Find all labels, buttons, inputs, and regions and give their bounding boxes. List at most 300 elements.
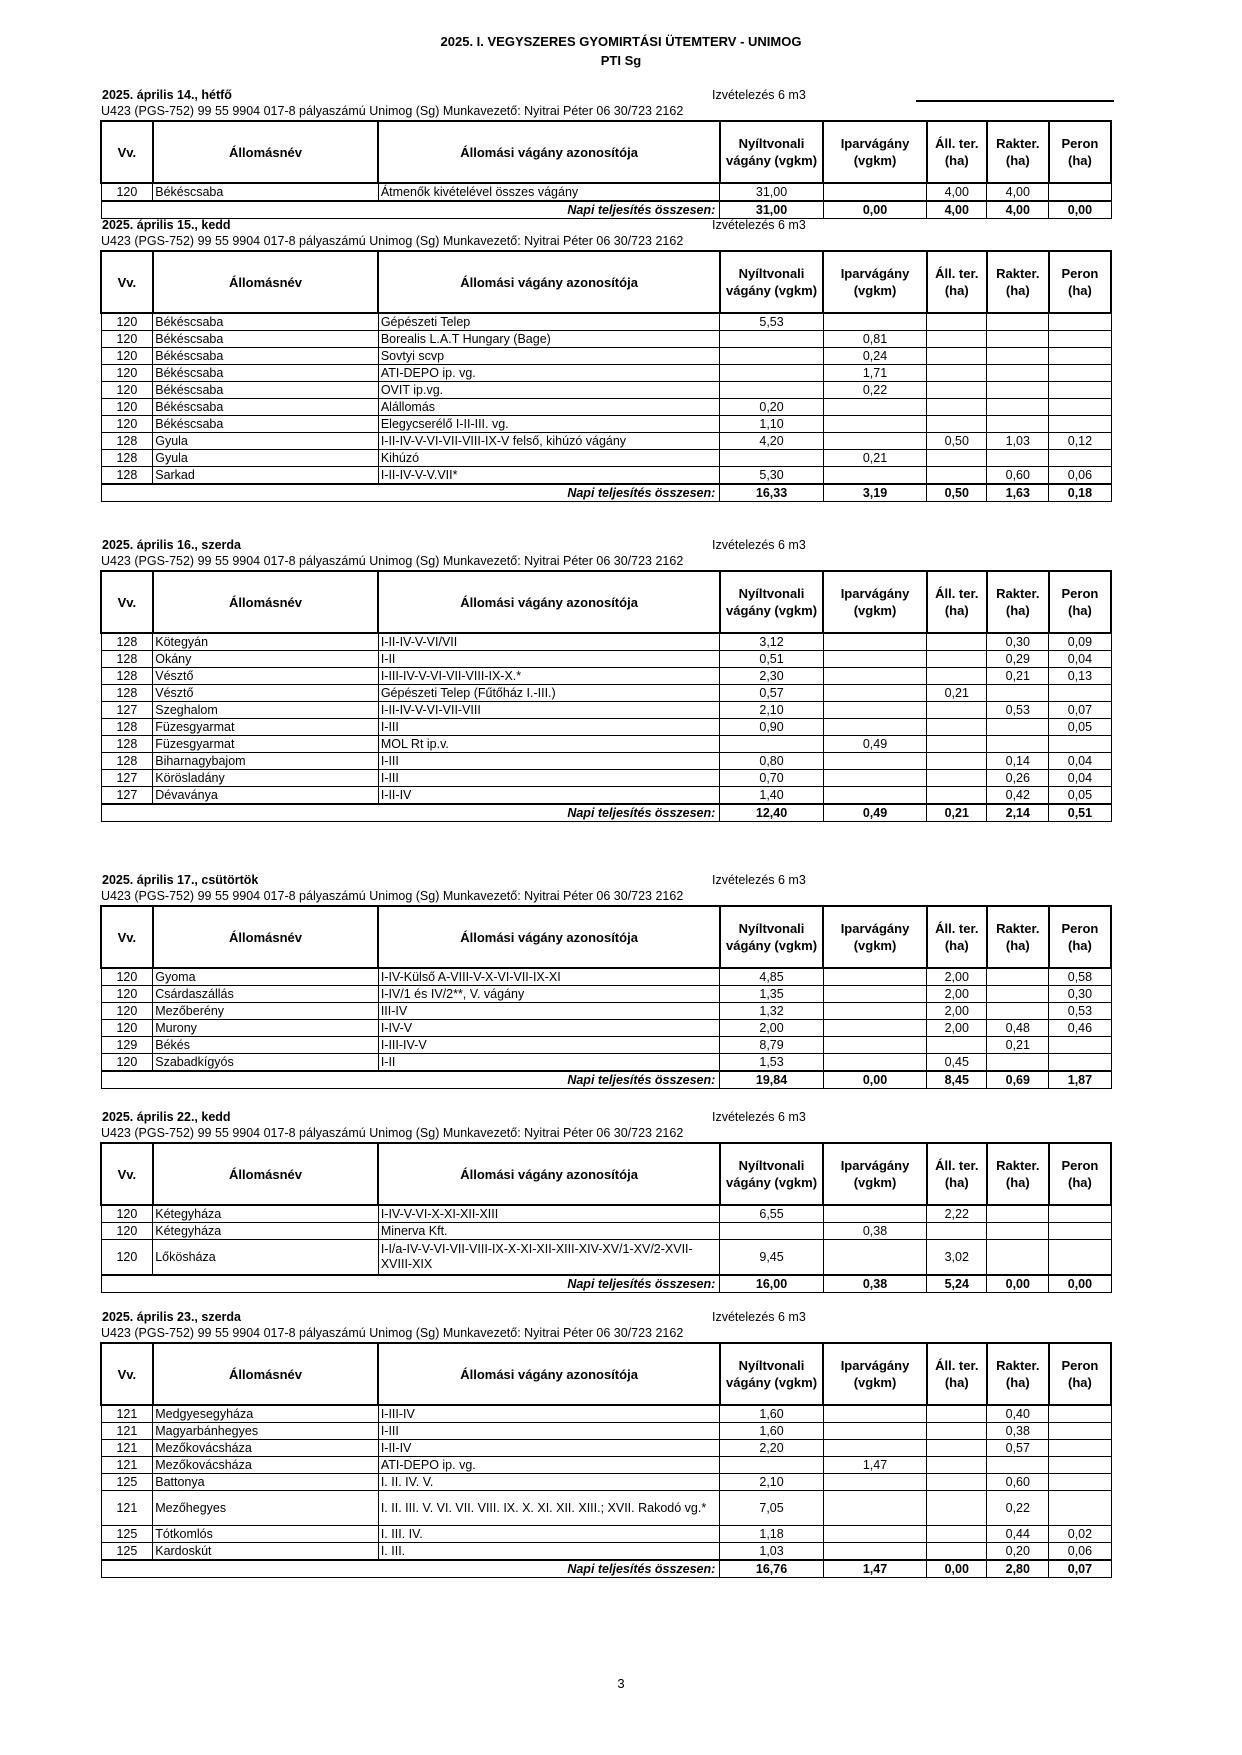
column-header: Nyíltvonali vágány (vgkm) — [720, 1343, 823, 1405]
cell-station-area — [927, 1037, 987, 1054]
cell-station: Békéscsaba — [153, 365, 379, 382]
cell-storage — [987, 968, 1049, 986]
schedule-table — [100, 570, 1112, 822]
document-subtitle: PTI Sg — [600, 53, 642, 68]
cell-storage — [987, 365, 1049, 382]
column-header: Áll. ter. (ha) — [927, 121, 987, 183]
column-header: Állomási vágány azonosítója — [378, 121, 719, 183]
column-header: Nyíltvonali vágány (vgkm) — [720, 906, 823, 968]
total-platform: 1,87 — [1049, 1071, 1111, 1089]
cell-vv: 120 — [101, 1003, 153, 1020]
column-header: Iparvágány (vgkm) — [823, 1343, 926, 1405]
cell-mainline: 31,00 — [720, 183, 823, 201]
cell-station-area — [927, 1423, 987, 1440]
cell-station-area: 2,00 — [927, 1020, 987, 1037]
day-date: 2025. április 17., csütörtök — [102, 873, 259, 887]
cell-station-area — [927, 1526, 987, 1543]
cell-mainline: 2,00 — [720, 1020, 823, 1037]
total-industrial: 0,38 — [823, 1275, 926, 1293]
total-mainline: 19,84 — [720, 1071, 823, 1089]
cell-platform: 0,09 — [1049, 633, 1111, 651]
cell-mainline: 1,40 — [720, 787, 823, 805]
day-header — [100, 1110, 1112, 1126]
cell-industrial — [823, 668, 926, 685]
cell-industrial — [823, 1543, 926, 1561]
cell-platform: 0,30 — [1049, 986, 1111, 1003]
cell-station-area — [927, 313, 987, 331]
cell-industrial — [823, 787, 926, 805]
cell-track: I. II. IV. V. — [378, 1474, 719, 1491]
cell-mainline — [720, 348, 823, 365]
cell-track: I-III — [378, 719, 719, 736]
cell-storage — [987, 348, 1049, 365]
cell-vv: 120 — [101, 1205, 153, 1223]
column-header: Állomásnév — [153, 251, 379, 313]
cell-mainline: 5,30 — [720, 467, 823, 485]
cell-vv: 128 — [101, 433, 153, 450]
cell-industrial — [823, 1003, 926, 1020]
cell-storage — [987, 1240, 1049, 1276]
cell-station-area: 2,00 — [927, 968, 987, 986]
column-header: Rakter. (ha) — [987, 571, 1049, 633]
cell-mainline — [720, 1457, 823, 1474]
table-row — [101, 399, 1111, 416]
table-row — [101, 1205, 1111, 1223]
cell-station-area: 2,22 — [927, 1205, 987, 1223]
vehicle-info: U423 (PGS-752) 99 55 9904 017-8 pályaszámú Unimog (Sg) Munkavezető: Nyitrai Péter 06 30/723 2162 — [101, 554, 684, 568]
table-row — [101, 668, 1111, 685]
cell-platform — [1049, 736, 1111, 753]
table-row — [101, 685, 1111, 702]
cell-station-area — [927, 736, 987, 753]
cell-storage — [987, 416, 1049, 433]
column-header: Peron (ha) — [1049, 121, 1111, 183]
cell-station-area — [927, 753, 987, 770]
column-header: Nyíltvonali vágány (vgkm) — [720, 121, 823, 183]
cell-station: Békéscsaba — [153, 348, 379, 365]
table-header-row — [101, 251, 1111, 313]
cell-track: I. III. — [378, 1543, 719, 1561]
day-section — [100, 873, 1112, 1089]
cell-platform — [1049, 1474, 1111, 1491]
cell-mainline: 5,53 — [720, 313, 823, 331]
totals-label: Napi teljesítés összesen: — [101, 804, 720, 822]
cell-storage: 0,53 — [987, 702, 1049, 719]
cell-vv: 120 — [101, 183, 153, 201]
cell-industrial: 0,21 — [823, 450, 926, 467]
cell-mainline: 2,20 — [720, 1440, 823, 1457]
cell-mainline: 3,12 — [720, 633, 823, 651]
total-platform: 0,07 — [1049, 1560, 1111, 1578]
table-row — [101, 467, 1111, 485]
cell-platform — [1049, 1240, 1111, 1276]
column-header: Iparvágány (vgkm) — [823, 1143, 926, 1205]
cell-industrial — [823, 433, 926, 450]
column-header: Állomási vágány azonosítója — [378, 1143, 719, 1205]
cell-storage: 0,20 — [987, 1543, 1049, 1561]
cell-station-area: 0,21 — [927, 685, 987, 702]
total-storage: 0,00 — [987, 1275, 1049, 1293]
cell-industrial — [823, 685, 926, 702]
cell-mainline — [720, 736, 823, 753]
column-header: Vv. — [101, 906, 153, 968]
cell-track: Kihúzó — [378, 450, 719, 467]
schedule-table — [100, 250, 1112, 502]
cell-platform — [1049, 416, 1111, 433]
table-header-row — [101, 571, 1111, 633]
cell-station-area — [927, 1543, 987, 1561]
cell-industrial — [823, 467, 926, 485]
cell-station-area: 0,50 — [927, 433, 987, 450]
cell-track: I-II-IV — [378, 1440, 719, 1457]
table-header-row — [101, 906, 1111, 968]
table-row — [101, 1020, 1111, 1037]
totals-row — [101, 484, 1111, 502]
cell-station: Vésztő — [153, 668, 379, 685]
cell-station-area — [927, 651, 987, 668]
column-header: Állomási vágány azonosítója — [378, 251, 719, 313]
cell-station: Békéscsaba — [153, 399, 379, 416]
cell-track: Elegycserélő I-II-III. vg. — [378, 416, 719, 433]
column-header: Állomásnév — [153, 906, 379, 968]
column-header: Iparvágány (vgkm) — [823, 121, 926, 183]
cell-track: Gépészeti Telep — [378, 313, 719, 331]
cell-storage: 0,14 — [987, 753, 1049, 770]
table-row — [101, 1240, 1111, 1276]
totals-row — [101, 1560, 1111, 1578]
cell-industrial — [823, 968, 926, 986]
cell-vv: 121 — [101, 1440, 153, 1457]
column-header: Rakter. (ha) — [987, 251, 1049, 313]
cell-station: Békéscsaba — [153, 416, 379, 433]
cell-vv: 120 — [101, 968, 153, 986]
total-station-area: 0,00 — [927, 1560, 987, 1578]
cell-storage: 0,57 — [987, 1440, 1049, 1457]
cell-vv: 120 — [101, 1223, 153, 1240]
cell-industrial — [823, 1240, 926, 1276]
cell-platform: 0,46 — [1049, 1020, 1111, 1037]
table-row — [101, 1474, 1111, 1491]
cell-platform — [1049, 1223, 1111, 1240]
total-mainline: 31,00 — [720, 201, 823, 219]
day-date: 2025. április 14., hétfő — [102, 88, 232, 102]
total-mainline: 16,00 — [720, 1275, 823, 1293]
cell-mainline: 2,30 — [720, 668, 823, 685]
cell-station-area — [927, 450, 987, 467]
total-industrial: 3,19 — [823, 484, 926, 502]
cell-storage: 0,44 — [987, 1526, 1049, 1543]
cell-vv: 120 — [101, 1054, 153, 1072]
total-storage: 4,00 — [987, 201, 1049, 219]
day-header — [100, 873, 1112, 889]
cell-storage: 0,26 — [987, 770, 1049, 787]
vehicle-info: U423 (PGS-752) 99 55 9904 017-8 pályaszámú Unimog (Sg) Munkavezető: Nyitrai Péter 06 30/723 2162 — [101, 104, 684, 118]
cell-track: I-III-IV-V-VI-VII-VIII-IX-X.* — [378, 668, 719, 685]
cell-station-area — [927, 416, 987, 433]
cell-station-area — [927, 668, 987, 685]
cell-vv: 128 — [101, 685, 153, 702]
cell-industrial — [823, 1491, 926, 1526]
cell-mainline: 8,79 — [720, 1037, 823, 1054]
column-header: Rakter. (ha) — [987, 906, 1049, 968]
day-header — [100, 1310, 1112, 1326]
cell-station-area — [927, 331, 987, 348]
cell-platform — [1049, 450, 1111, 467]
day-date: 2025. április 16., szerda — [102, 538, 241, 552]
cell-station: Kétegyháza — [153, 1223, 379, 1240]
cell-station: Füzesgyarmat — [153, 736, 379, 753]
total-platform: 0,00 — [1049, 201, 1111, 219]
cell-mainline: 4,85 — [720, 968, 823, 986]
cell-mainline: 1,60 — [720, 1405, 823, 1423]
cell-platform: 0,58 — [1049, 968, 1111, 986]
column-header: Nyíltvonali vágány (vgkm) — [720, 251, 823, 313]
cell-industrial — [823, 651, 926, 668]
cell-storage — [987, 382, 1049, 399]
cell-station: Szabadkígyós — [153, 1054, 379, 1072]
table-row — [101, 1543, 1111, 1561]
vehicle-info: U423 (PGS-752) 99 55 9904 017-8 pályaszámú Unimog (Sg) Munkavezető: Nyitrai Péter 06 30/723 2162 — [101, 889, 684, 903]
cell-track: I-II-IV-V-VI/VII — [378, 633, 719, 651]
cell-mainline — [720, 365, 823, 382]
cell-mainline — [720, 450, 823, 467]
cell-vv: 120 — [101, 1020, 153, 1037]
total-station-area: 5,24 — [927, 1275, 987, 1293]
cell-mainline — [720, 382, 823, 399]
cell-mainline: 6,55 — [720, 1205, 823, 1223]
cell-mainline: 0,90 — [720, 719, 823, 736]
cell-station: Lőkösháza — [153, 1240, 379, 1276]
table-row — [101, 416, 1111, 433]
cell-mainline: 9,45 — [720, 1240, 823, 1276]
total-mainline: 16,76 — [720, 1560, 823, 1578]
cell-station: Battonya — [153, 1474, 379, 1491]
table-row — [101, 183, 1111, 201]
cell-station-area: 4,00 — [927, 183, 987, 201]
cell-vv: 125 — [101, 1543, 153, 1561]
cell-storage — [987, 719, 1049, 736]
cell-storage: 0,22 — [987, 1491, 1049, 1526]
cell-mainline: 2,10 — [720, 702, 823, 719]
total-industrial: 0,49 — [823, 804, 926, 822]
cell-platform: 0,12 — [1049, 433, 1111, 450]
cell-track: Alállomás — [378, 399, 719, 416]
cell-industrial: 0,81 — [823, 331, 926, 348]
table-row — [101, 1405, 1111, 1423]
cell-storage — [987, 1223, 1049, 1240]
table-row — [101, 365, 1111, 382]
table-row — [101, 450, 1111, 467]
cell-station-area — [927, 1474, 987, 1491]
cell-storage: 0,48 — [987, 1020, 1049, 1037]
cell-industrial — [823, 1020, 926, 1037]
cell-vv: 121 — [101, 1405, 153, 1423]
column-header: Áll. ter. (ha) — [927, 571, 987, 633]
cell-vv: 128 — [101, 633, 153, 651]
cell-mainline: 7,05 — [720, 1491, 823, 1526]
cell-track: I-IV/1 és IV/2**, V. vágány — [378, 986, 719, 1003]
total-industrial: 1,47 — [823, 1560, 926, 1578]
total-storage: 2,14 — [987, 804, 1049, 822]
cell-industrial — [823, 1474, 926, 1491]
table-row — [101, 1223, 1111, 1240]
column-header: Peron (ha) — [1049, 906, 1111, 968]
cell-platform — [1049, 348, 1111, 365]
cell-station: Békés — [153, 1037, 379, 1054]
cell-vv: 120 — [101, 416, 153, 433]
column-header: Nyíltvonali vágány (vgkm) — [720, 1143, 823, 1205]
totals-label: Napi teljesítés összesen: — [101, 1560, 720, 1578]
cell-station: Mezőhegyes — [153, 1491, 379, 1526]
cell-track: Borealis L.A.T Hungary (Bage) — [378, 331, 719, 348]
column-header: Peron (ha) — [1049, 251, 1111, 313]
cell-station: Békéscsaba — [153, 382, 379, 399]
table-row — [101, 1457, 1111, 1474]
cell-vv: 125 — [101, 1526, 153, 1543]
cell-storage — [987, 685, 1049, 702]
cell-storage — [987, 986, 1049, 1003]
cell-track: I-III-IV — [378, 1405, 719, 1423]
cell-industrial — [823, 1405, 926, 1423]
cell-platform — [1049, 1037, 1111, 1054]
cell-track: III-IV — [378, 1003, 719, 1020]
cell-storage — [987, 331, 1049, 348]
table-row — [101, 736, 1111, 753]
column-header: Vv. — [101, 121, 153, 183]
totals-label: Napi teljesítés összesen: — [101, 484, 720, 502]
total-storage: 0,69 — [987, 1071, 1049, 1089]
day-header — [100, 538, 1112, 554]
column-header: Áll. ter. (ha) — [927, 1343, 987, 1405]
cell-platform — [1049, 313, 1111, 331]
cell-vv: 120 — [101, 348, 153, 365]
column-header: Vv. — [101, 1143, 153, 1205]
cell-industrial — [823, 753, 926, 770]
column-header: Vv. — [101, 1343, 153, 1405]
cell-platform — [1049, 382, 1111, 399]
cell-platform — [1049, 1054, 1111, 1072]
cell-station-area — [927, 633, 987, 651]
cell-track: I-IV-Külső A-VIII-V-X-VI-VII-IX-XI — [378, 968, 719, 986]
column-header: Állomásnév — [153, 121, 379, 183]
page-number: 3 — [617, 1676, 625, 1691]
schedule-table — [100, 905, 1112, 1089]
cell-station-area — [927, 399, 987, 416]
cell-track: I-I/a-IV-V-VI-VII-VIII-IX-X-XI-XII-XIII-XIV-XV/1-XV/2-XVII-XVIII-XIX — [378, 1240, 719, 1276]
cell-station: Biharnagybajom — [153, 753, 379, 770]
totals-row — [101, 1071, 1111, 1089]
cell-industrial — [823, 399, 926, 416]
cell-vv: 125 — [101, 1474, 153, 1491]
column-header: Állomásnév — [153, 571, 379, 633]
column-header: Nyíltvonali vágány (vgkm) — [720, 571, 823, 633]
table-row — [101, 1054, 1111, 1072]
totals-label: Napi teljesítés összesen: — [101, 201, 720, 219]
cell-track: I-II — [378, 651, 719, 668]
chemical-intake: Izvételezés 6 m3 — [712, 88, 806, 102]
cell-track: Sovtyi scvp — [378, 348, 719, 365]
column-header: Iparvágány (vgkm) — [823, 571, 926, 633]
column-header: Állomásnév — [153, 1143, 379, 1205]
cell-industrial: 0,38 — [823, 1223, 926, 1240]
cell-platform: 0,06 — [1049, 1543, 1111, 1561]
cell-station-area — [927, 787, 987, 805]
cell-station-area: 2,00 — [927, 1003, 987, 1020]
cell-vv: 127 — [101, 770, 153, 787]
cell-platform — [1049, 1491, 1111, 1526]
cell-vv: 120 — [101, 1240, 153, 1276]
cell-platform: 0,02 — [1049, 1526, 1111, 1543]
chemical-intake: Izvételezés 6 m3 — [712, 1110, 806, 1124]
cell-platform — [1049, 183, 1111, 201]
column-header: Iparvágány (vgkm) — [823, 906, 926, 968]
cell-station: Csárdaszállás — [153, 986, 379, 1003]
cell-platform: 0,04 — [1049, 651, 1111, 668]
cell-mainline: 1,53 — [720, 1054, 823, 1072]
cell-platform: 0,13 — [1049, 668, 1111, 685]
total-mainline: 12,40 — [720, 804, 823, 822]
table-row — [101, 633, 1111, 651]
totals-row — [101, 1275, 1111, 1293]
column-header: Áll. ter. (ha) — [927, 251, 987, 313]
table-row — [101, 719, 1111, 736]
cell-station-area — [927, 1491, 987, 1526]
cell-mainline: 1,60 — [720, 1423, 823, 1440]
cell-storage: 0,42 — [987, 787, 1049, 805]
cell-platform: 0,06 — [1049, 467, 1111, 485]
chemical-intake: Izvételezés 6 m3 — [712, 873, 806, 887]
cell-industrial — [823, 313, 926, 331]
cell-industrial: 0,24 — [823, 348, 926, 365]
document-title: 2025. I. VEGYSZERES GYOMIRTÁSI ÜTEMTERV - UNIMOG — [440, 34, 802, 49]
cell-industrial — [823, 770, 926, 787]
cell-track: I-II — [378, 1054, 719, 1072]
column-header: Áll. ter. (ha) — [927, 1143, 987, 1205]
cell-station: Kardoskút — [153, 1543, 379, 1561]
cell-station: Dévaványa — [153, 787, 379, 805]
cell-station-area: 3,02 — [927, 1240, 987, 1276]
schedule-table — [100, 120, 1112, 219]
cell-station-area — [927, 348, 987, 365]
cell-track: I-IV-V — [378, 1020, 719, 1037]
cell-storage — [987, 1003, 1049, 1020]
total-station-area: 0,50 — [927, 484, 987, 502]
column-header: Rakter. (ha) — [987, 1143, 1049, 1205]
cell-station: Békéscsaba — [153, 313, 379, 331]
cell-mainline: 1,18 — [720, 1526, 823, 1543]
cell-track: ATI-DEPO ip. vg. — [378, 365, 719, 382]
chemical-intake: Izvételezés 6 m3 — [712, 538, 806, 552]
cell-storage: 4,00 — [987, 183, 1049, 201]
cell-vv: 128 — [101, 467, 153, 485]
cell-vv: 128 — [101, 736, 153, 753]
cell-station: Kötegyán — [153, 633, 379, 651]
cell-station-area — [927, 365, 987, 382]
cell-vv: 121 — [101, 1457, 153, 1474]
cell-vv: 128 — [101, 753, 153, 770]
schedule-table — [100, 1342, 1112, 1578]
cell-storage: 0,38 — [987, 1423, 1049, 1440]
total-storage: 2,80 — [987, 1560, 1049, 1578]
cell-mainline: 0,51 — [720, 651, 823, 668]
cell-station: Tótkomlós — [153, 1526, 379, 1543]
cell-storage — [987, 450, 1049, 467]
table-row — [101, 1423, 1111, 1440]
cell-storage — [987, 1205, 1049, 1223]
cell-track: I-II-IV-V-VI-VII-VIII-IX-V felső, kihúzó vágány — [378, 433, 719, 450]
cell-platform — [1049, 1423, 1111, 1440]
cell-industrial — [823, 1440, 926, 1457]
